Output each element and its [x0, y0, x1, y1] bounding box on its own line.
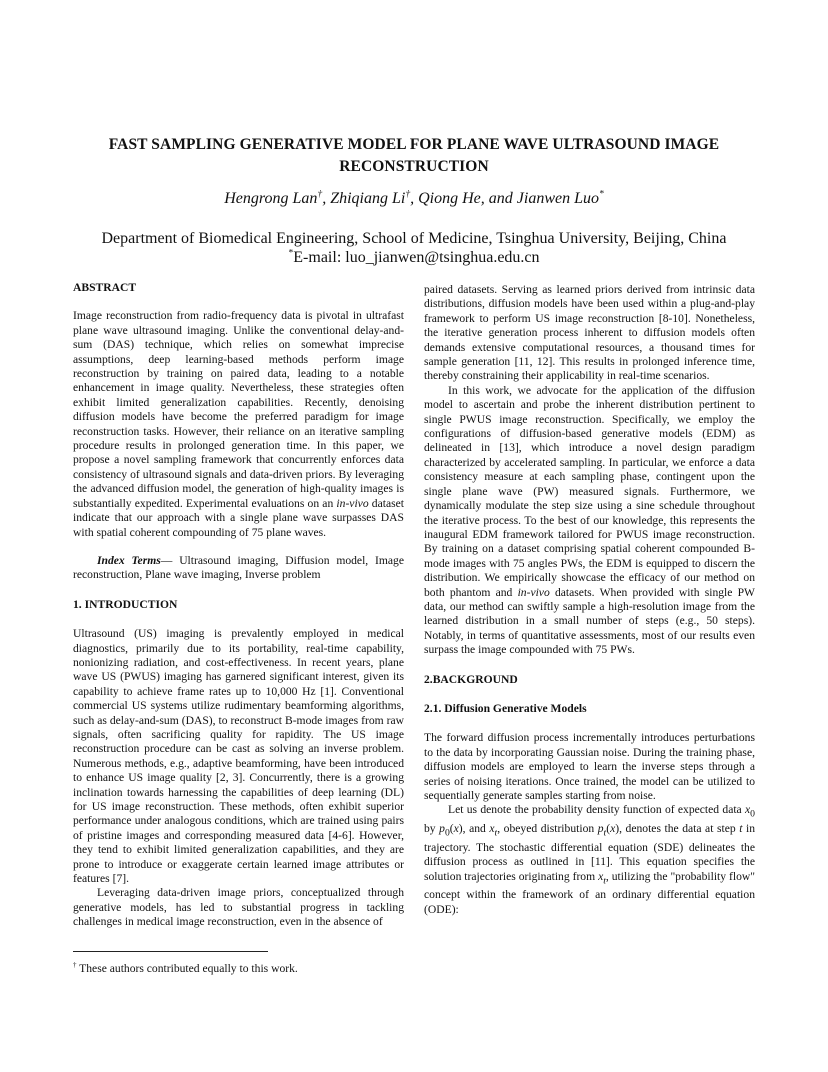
author-name: Hengrong Lan — [224, 190, 318, 207]
intro-heading: 1. INTRODUCTION — [73, 597, 178, 611]
text-part: in trajectory. The stochastic differential equation (SDE) delineates the diffusion process as outlined in [11]. This equation specifies the solution trajectories originating from — [424, 822, 755, 883]
abstract-heading: ABSTRACT — [73, 281, 137, 294]
math-var: x — [598, 869, 604, 883]
index-terms-text: Ultrasound imaging, Diffusion model, Image reconstruction, Plane wave imaging, Inverse problem — [73, 553, 405, 582]
intro-p3-part: datasets. When provided with single PW data, our method can swiftly sample a high-resolution image from the learned distribution in a small number of steps (e.g., 50 steps). Notably, in terms of quantitative assessments, most of our results even surpass the image compounded with 75 PWs. — [424, 585, 756, 657]
background-paragraph-2 — [424, 803, 755, 917]
math-sub: t — [603, 827, 607, 839]
email-line — [60, 248, 768, 268]
text-part: Let us denote the probability density function of expected data — [448, 803, 746, 817]
index-terms-dash: — — [160, 553, 180, 567]
text-part: , utilizing the "probability flow" concept within the framework of an ordinary differential equation (ODE): — [424, 869, 755, 916]
abstract-italic: in-vivo — [336, 496, 369, 510]
math-sub: t — [603, 874, 606, 886]
index-terms — [73, 554, 404, 583]
text-part: , obeyed distribution — [497, 822, 598, 836]
math-var: p — [597, 822, 604, 836]
text-part: ), and — [458, 822, 490, 836]
author-separator: , — [410, 190, 419, 207]
affiliation: Department of Biomedical Engineering, School of Medicine, Tsinghua University, Beijing, China — [101, 230, 727, 247]
intro-p3-part: In this work, we advocate for the application of the diffusion model to ascertain and probe the inherent distribution pertinent to single PWUS image reconstruction. Specifically, we employ the configurations of diffusion-based generative models (EDM) as delineated in [13], which introduce a novel design paradigm characterized by accelerated sampling. In particular, we enforce a data consistency measure at each sampling phase, contingent upon the single plane wave (PW) measured signals. Furthermore, we dynamically modulate the step size using a sine schedule throughout the iterative process. To the best of our knowledge, this represents the inaugural EDM framework tailored for PWUS image reconstruction. By training on a dataset comprising spatial coherent compounded B-mode images with 75 angles PWs, the EDM is equipped to discern the distribution. We empirically showcase the efficacy of our method on both phantom and — [424, 383, 755, 599]
intro-paragraph-2: Leveraging data-driven image priors, conceptualized through generative models, has led to substantial progress in tackling challenges in medical image reconstruction, even in the absence of — [73, 886, 404, 929]
math-sub: 0 — [444, 827, 450, 839]
author-mark: * — [599, 188, 604, 200]
math-sub: 0 — [750, 808, 755, 820]
intro-p3-italic: in-vivo — [517, 585, 550, 599]
math-var: x — [489, 822, 495, 836]
author-separator: , — [322, 190, 331, 207]
math-var: x — [610, 822, 616, 836]
footnote-mark: † — [73, 961, 77, 970]
abstract-text-part: Image reconstruction from radio-frequency data is pivotal in ultrafast plane wave ultrasound imaging. Unlike the conventional delay-and-sum (DAS) technique, which relies on somewhat imprecise assumptions, deep learning-based methods perform image reconstruction by training on paired data, leading to a notable enhancement in image quality. Nevertheless, these strategies often exhibit limited generalization capabilities. Recently, denoising diffusion models have become the preferred paradigm for image reconstruction tasks. However, their reliance on an iterative sampling procedure results in prolonged generation time. In this paper, we propose a novel sampling framework that concurrently enforces data consistency of ultrasound signals and data-driven priors. By leveraging the advanced diffusion model, the generation of high-quality images is substantially expedited. Experimental evaluations on an — [73, 309, 404, 510]
text-part: ( — [449, 822, 454, 836]
abstract-text — [73, 309, 404, 540]
intro-paragraph-3 — [424, 384, 755, 658]
left-column — [73, 281, 404, 930]
subsection-heading: 2.1. Diffusion Generative Models — [424, 701, 587, 715]
abstract-text-part: dataset indicate that our approach with a single plane wave surpasses DAS with spatial coherent compounding of 75 plane waves. — [73, 496, 404, 539]
author-name: Jianwen Luo — [516, 190, 599, 207]
right-column — [424, 283, 755, 917]
intro-paragraph-2-cont: paired datasets. Serving as learned priors derived from intrinsic data distributions, diffusion models have been used within a plug-and-play framework to perform US image reconstruction [8-10]. Nonetheless, the iterative generation process inherent to diffusion models often demands extensive computational resources, a thousand times for sample generation [11, 12]. This results in prolonged inference time, thereby constraining their applicability in real-time scenarios. — [424, 283, 755, 383]
index-terms-label: Index Terms — [97, 553, 161, 567]
email-text: E-mail: luo_jianwen@tsinghua.edu.cn — [293, 249, 540, 266]
author-list — [60, 189, 768, 209]
math-var: p — [439, 822, 445, 836]
paper-title: FAST SAMPLING GENERATIVE MODEL FOR PLANE WAVE ULTRASOUND IMAGE RECONSTRUCTION — [108, 136, 720, 175]
math-var: t — [739, 822, 743, 836]
text-part: ( — [606, 822, 611, 836]
background-heading: 2.BACKGROUND — [424, 672, 518, 686]
math-sub: t — [494, 827, 498, 839]
author-separator: , and — [480, 190, 517, 207]
math-var: x — [453, 822, 459, 836]
intro-paragraph-1: Ultrasound (US) imaging is prevalently employed in medical diagnostics, primarily due to its portability, real-time capability, nonionizing radiation, and cost-effectiveness. In recent years, plane wave US (PWUS) imaging has garnered significant interest, given its capability to achieve frame rates up to 10,000 Hz [1]. Conventional commercial US systems utilize rudimentary beamforming algorithms, such as delay-and-sum (DAS), to reconstruct B-mode images from raw signals, often sacrificing quality for rapidity. The US image reconstruction procedure can be cast as solving an inverse problem. Numerous methods, e.g., adaptive beamforming, have been introduced to enhance US image quality [2, 3]. Concurrently, there is a growing inclination towards harnessing the capabilities of deep learning (DL) for US image reconstruction. These methods, often exhibit superior performance under analogous conditions, which are trained using pairs of pristine images and corresponding measured data [4-6]. However, they tend to exhibit limited generalization capabilities, and they are prone to introduce or exaggerate certain learned image attributes or features [7]. — [73, 627, 404, 886]
footnote — [73, 962, 298, 976]
author-mark: † — [405, 188, 411, 200]
math-var: x — [745, 803, 751, 817]
text-part: by — [424, 822, 440, 836]
footnote-text: These authors contributed equally to this work. — [76, 962, 298, 975]
text-part: ), denotes the data at step — [615, 822, 740, 836]
author-mark: † — [317, 188, 323, 200]
background-paragraph-1: The forward diffusion process incrementally introduces perturbations to the data by incorporating Gaussian noise. During the training phase, diffusion models are employed to learn the inverse steps through a series of noising iterations. Once trained, the model can be utilized to sequentially generate samples starting from noise. — [424, 731, 755, 802]
author-name: Qiong He — [418, 190, 481, 207]
author-name: Zhiqiang Li — [330, 190, 406, 207]
footnote-rule — [73, 951, 268, 952]
email-mark: * — [288, 247, 294, 259]
